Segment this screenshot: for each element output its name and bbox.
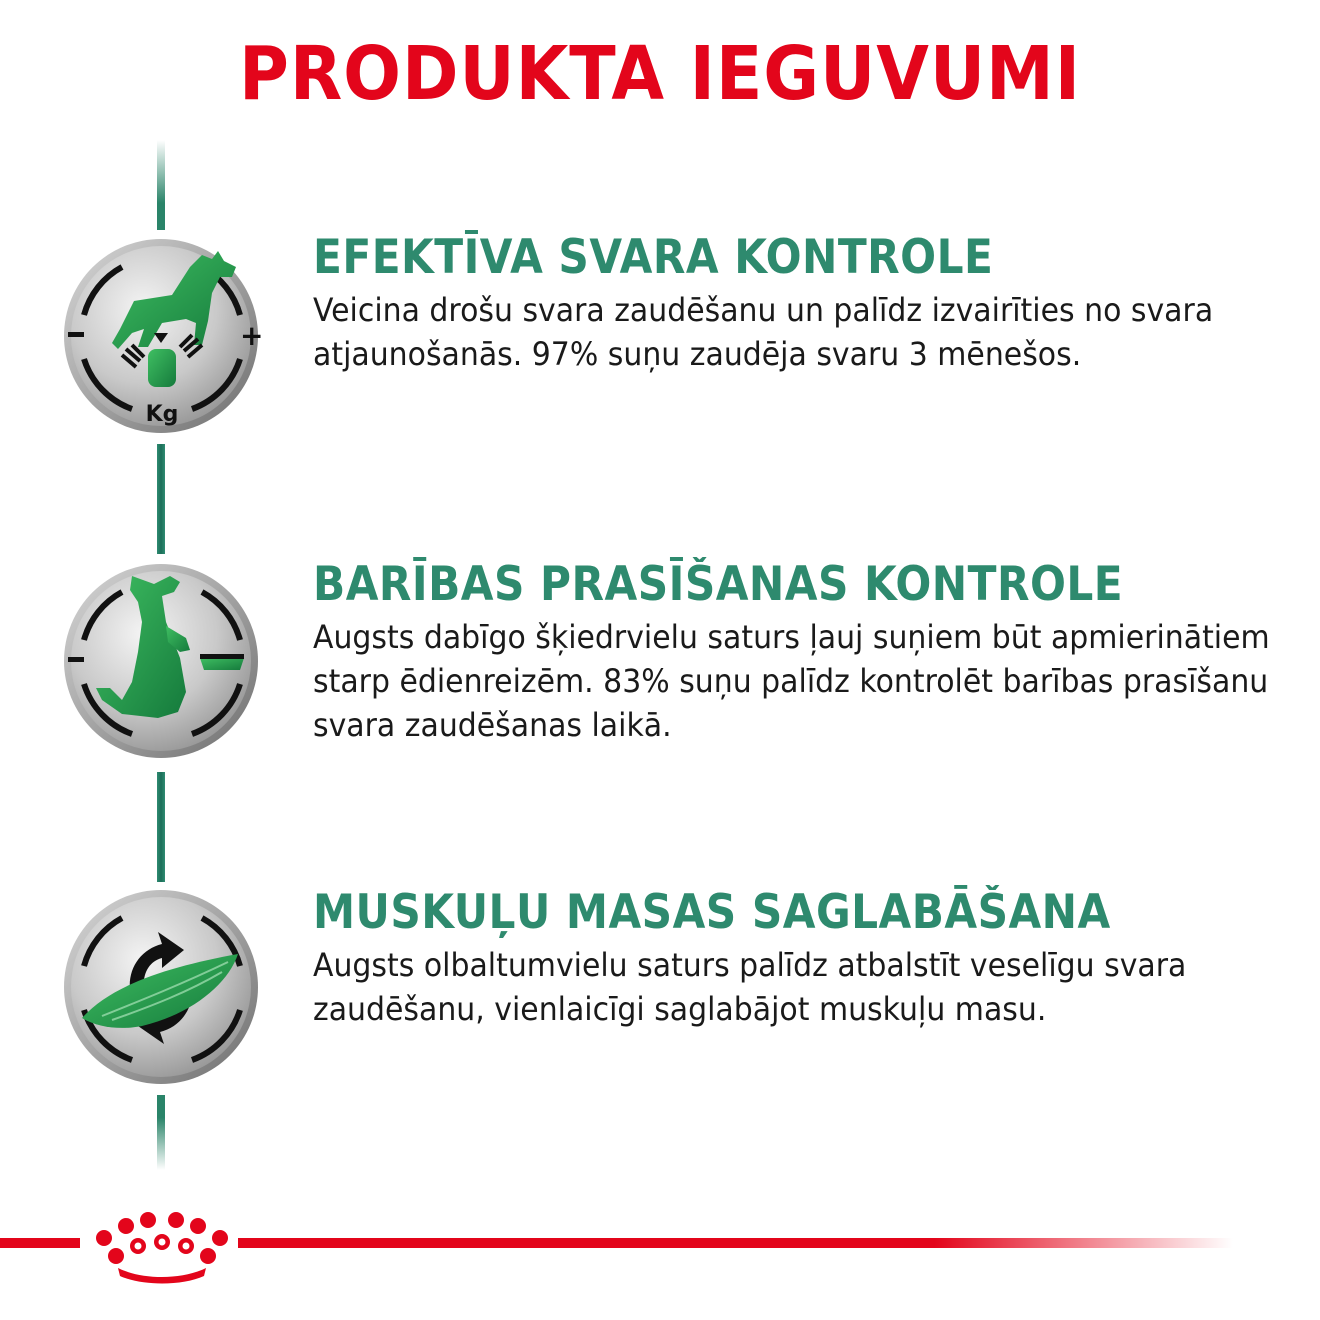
benefit-description: Augsts dabīgo šķiedrvielu saturs ļauj suņiem būt apmierinātiem starp ēdienreizēm. 83% suņu palīdz kontrolēt barības prasīšanu svara zaudēšanas laikā. xyxy=(313,618,1270,744)
benefit-block xyxy=(313,885,1303,1031)
benefit-icon-badge xyxy=(62,888,260,1086)
svg-text:Kg: Kg xyxy=(145,402,179,427)
muscle-mass-icon xyxy=(62,888,260,1086)
benefit-title: MUSKUĻU MASAS SAGLABĀŠANA xyxy=(313,885,1111,940)
royal-crown-icon xyxy=(92,1210,232,1282)
benefit-block xyxy=(313,230,1303,376)
weight-control-dog-icon xyxy=(62,237,264,435)
benefit-title: BARĪBAS PRASĪŠANAS KONTROLE xyxy=(313,557,1124,612)
timeline-segment xyxy=(157,444,165,554)
timeline-segment xyxy=(157,1095,165,1170)
benefit-description: Veicina drošu svara zaudēšanu un palīdz izvairīties no svara atjaunošanās. 97% suņu zaudēja svaru 3 mēnešos. xyxy=(313,291,1214,373)
footer-line xyxy=(238,1238,1233,1248)
footer-line xyxy=(0,1238,80,1248)
benefit-description: Augsts olbaltumvielu saturs palīdz atbalstīt veselīgu svara zaudēšanu, vienlaicīgi saglabājot muskuļu masu. xyxy=(313,946,1187,1028)
benefit-block xyxy=(313,557,1303,747)
timeline-segment xyxy=(157,772,165,882)
benefit-title: EFEKTĪVA SVARA KONTROLE xyxy=(313,230,994,285)
timeline-segment xyxy=(157,140,165,230)
svg-text:+: + xyxy=(240,319,264,352)
benefit-icon-badge xyxy=(62,562,260,760)
benefit-icon-badge xyxy=(62,237,264,435)
begging-dog-icon xyxy=(62,562,260,760)
page-title: PRODUKTA IEGUVUMI xyxy=(238,31,1081,117)
